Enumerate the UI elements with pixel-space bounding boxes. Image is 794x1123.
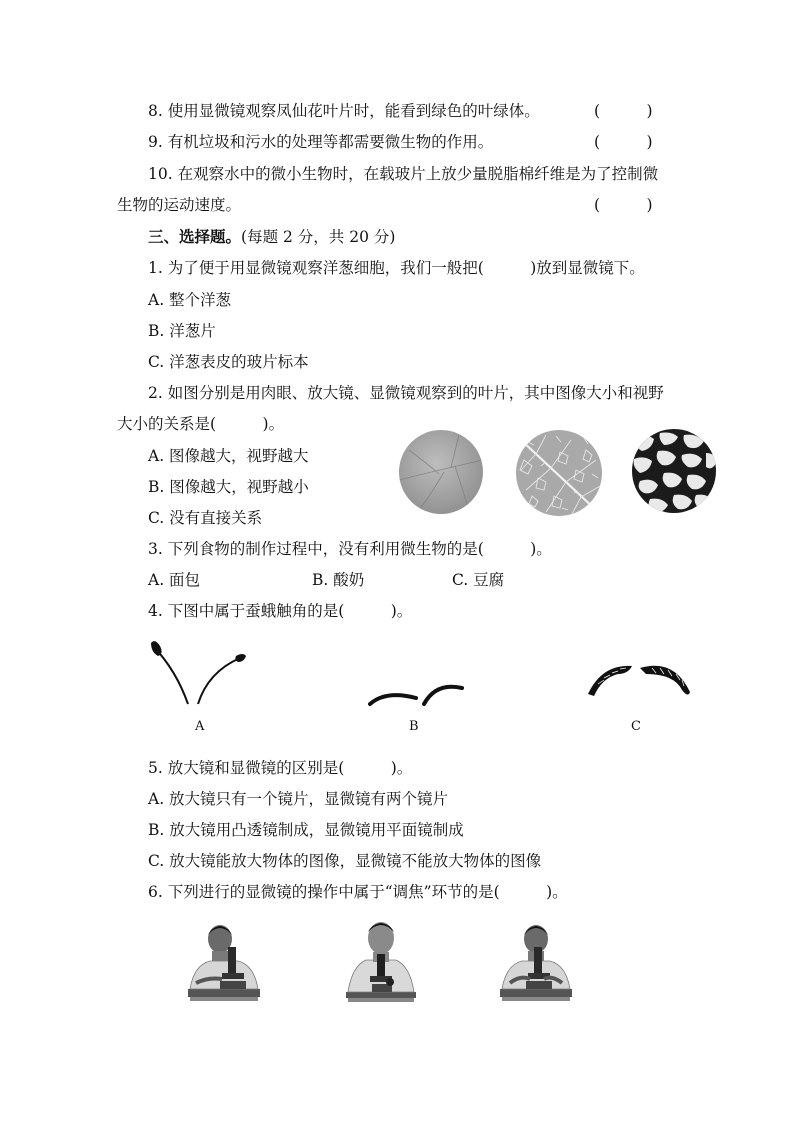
q5-option-c[interactable]: C. 放大镜能放大物体的图像，显微镜不能放大物体的图像 — [148, 852, 542, 870]
microscope-operation-photo-1[interactable] — [188, 917, 260, 1001]
antenna-b-figure[interactable] — [366, 676, 466, 710]
antenna-label-b: B — [409, 719, 419, 734]
q2-stem-line2: 大小的关系是( )。 — [117, 415, 285, 433]
q1-option-a[interactable]: A. 整个洋葱 — [148, 291, 232, 309]
section-title: 三、选择题。 — [148, 227, 242, 246]
q2-option-b[interactable]: B. 图像越大，视野越小 — [148, 478, 309, 496]
leaf-naked-eye-image — [399, 430, 483, 514]
antenna-label-c: C — [631, 719, 641, 734]
antenna-a-figure[interactable] — [140, 632, 250, 712]
answer-blank-8[interactable]: ( ) — [594, 102, 653, 120]
q2-stem-line1: 2. 如图分别是用肉眼、放大镜、显微镜观察到的叶片，其中图像大小和视野 — [148, 384, 664, 402]
q5-option-a[interactable]: A. 放大镜只有一个镜片，显微镜有两个镜片 — [148, 790, 449, 808]
q1-stem: 1. 为了便于用显微镜观察洋葱细胞，我们一般把( )放到显微镜下。 — [148, 259, 645, 277]
microscope-operation-photo-3[interactable] — [500, 917, 572, 1001]
q2-option-a[interactable]: A. 图像越大，视野越大 — [148, 447, 309, 465]
q3-option-c[interactable]: C. 豆腐 — [452, 571, 505, 589]
q6-stem: 6. 下列进行的显微镜的操作中属于“调焦”环节的是( )。 — [148, 883, 568, 901]
leaf-magnifier-image — [516, 430, 602, 516]
q2-option-c[interactable]: C. 没有直接关系 — [148, 509, 263, 527]
q3-option-b[interactable]: B. 酸奶 — [312, 571, 365, 589]
tf-question-9: 9. 有机垃圾和污水的处理等都需要微生物的作用。 — [148, 133, 494, 151]
section-heading — [148, 226, 395, 248]
microscope-operation-photo-2[interactable] — [346, 916, 416, 1002]
q5-stem: 5. 放大镜和显微镜的区别是( )。 — [148, 759, 413, 777]
answer-blank-9[interactable]: ( ) — [594, 133, 653, 151]
leaf-microscope-image — [632, 429, 716, 513]
q3-option-a[interactable]: A. 面包 — [148, 571, 201, 589]
q5-option-b[interactable]: B. 放大镜用凸透镜制成，显微镜用平面镜制成 — [148, 821, 464, 839]
q4-stem: 4. 下图中属于蚕蛾触角的是( )。 — [148, 602, 413, 620]
tf-question-10-line2: 生物的运动速度。 — [117, 196, 242, 214]
q1-option-c[interactable]: C. 洋葱表皮的玻片标本 — [148, 353, 309, 371]
answer-blank-10[interactable]: ( ) — [594, 196, 653, 214]
antenna-label-a: A — [195, 719, 205, 734]
q1-option-b[interactable]: B. 洋葱片 — [148, 322, 216, 340]
section-score-note: (每题 2 分，共 20 分) — [241, 228, 396, 246]
tf-question-10-line1: 10. 在观察水中的微小生物时，在载玻片上放少量脱脂棉纤维是为了控制微 — [148, 165, 659, 183]
antenna-c-figure[interactable] — [584, 656, 694, 708]
q3-stem: 3. 下列食物的制作过程中，没有利用微生物的是( )。 — [148, 540, 552, 558]
tf-question-8: 8. 使用显微镜观察凤仙花叶片时，能看到绿色的叶绿体。 — [148, 102, 540, 120]
